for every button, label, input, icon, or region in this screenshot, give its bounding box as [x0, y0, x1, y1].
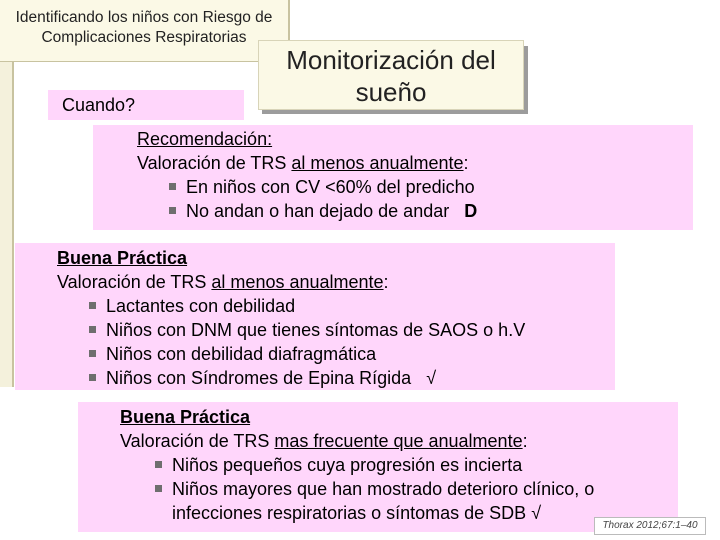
- list-item-text: No andan o han dejado de andar: [186, 201, 450, 221]
- left-decorative-bar: [0, 62, 14, 387]
- recommendation-heading: Recomendación:: [137, 129, 273, 149]
- list-item: [120, 477, 678, 501]
- intro-underlined: al menos anualmente: [211, 272, 384, 292]
- list-item: [137, 175, 693, 199]
- slide-title-line1: Monitorización del: [286, 45, 496, 75]
- list-item: [137, 199, 693, 223]
- list-item: [120, 453, 678, 477]
- recommendation-intro: [137, 151, 693, 175]
- good-practice-intro: [57, 270, 615, 294]
- list-item: [57, 318, 615, 342]
- header-title-box: [0, 0, 290, 62]
- intro-prefix: Valoración de TRS: [120, 431, 275, 451]
- list-item: [57, 294, 615, 318]
- citation: Thorax 2012;67:1–40: [594, 517, 706, 535]
- bullet-icon: [89, 374, 96, 381]
- recommendation-box: [93, 125, 693, 230]
- intro-suffix: :: [463, 153, 469, 173]
- list-item-text: En niños con CV <60% del predicho: [186, 177, 475, 197]
- list-item-text: Niños con debilidad diafragmática: [106, 344, 377, 364]
- intro-underlined: mas frecuente que anualmente: [274, 431, 523, 451]
- bullet-icon: [89, 350, 96, 357]
- bullet-icon: [89, 302, 96, 309]
- list-item-text: Lactantes con debilidad: [106, 296, 296, 316]
- intro-suffix: :: [522, 431, 528, 451]
- good-practice-box-2: [78, 402, 678, 532]
- intro-prefix: Valoración de TRS: [57, 272, 212, 292]
- bullet-icon: [155, 485, 162, 492]
- list-item-text: Niños pequeños cuya progresión es incierta: [172, 455, 523, 475]
- bullet-icon: [155, 461, 162, 468]
- header-title-line1: Identificando los niños con Riesgo de: [15, 9, 273, 26]
- good-practice-intro: [120, 429, 678, 453]
- evidence-grade: √: [531, 503, 542, 523]
- list-item: [57, 366, 615, 390]
- header-title-line2: Complicaciones Respiratorias: [41, 29, 247, 46]
- evidence-grade: √: [426, 368, 437, 388]
- evidence-grade: D: [464, 201, 478, 221]
- slide-title-line2: sueño: [355, 77, 427, 107]
- good-practice-heading: Buena Práctica: [57, 248, 188, 268]
- intro-suffix: :: [383, 272, 389, 292]
- slide-title: [258, 40, 524, 110]
- good-practice-box-1: [15, 243, 615, 390]
- list-item-text: infecciones respiratorias o síntomas de SDB: [172, 503, 527, 523]
- bullet-icon: [89, 326, 96, 333]
- list-item-text: Niños con Síndromes de Epina Rígida: [106, 368, 412, 388]
- list-item: [57, 342, 615, 366]
- good-practice-heading: Buena Práctica: [120, 407, 251, 427]
- question-label: Cuando?: [48, 90, 244, 120]
- bullet-icon: [169, 207, 176, 214]
- intro-prefix: Valoración de TRS: [137, 153, 292, 173]
- intro-underlined: al menos anualmente: [291, 153, 464, 173]
- list-item-text: Niños con DNM que tienes síntomas de SAOS o h.V: [106, 320, 526, 340]
- bullet-icon: [169, 183, 176, 190]
- list-item-text: Niños mayores que han mostrado deterioro clínico, o: [172, 479, 595, 499]
